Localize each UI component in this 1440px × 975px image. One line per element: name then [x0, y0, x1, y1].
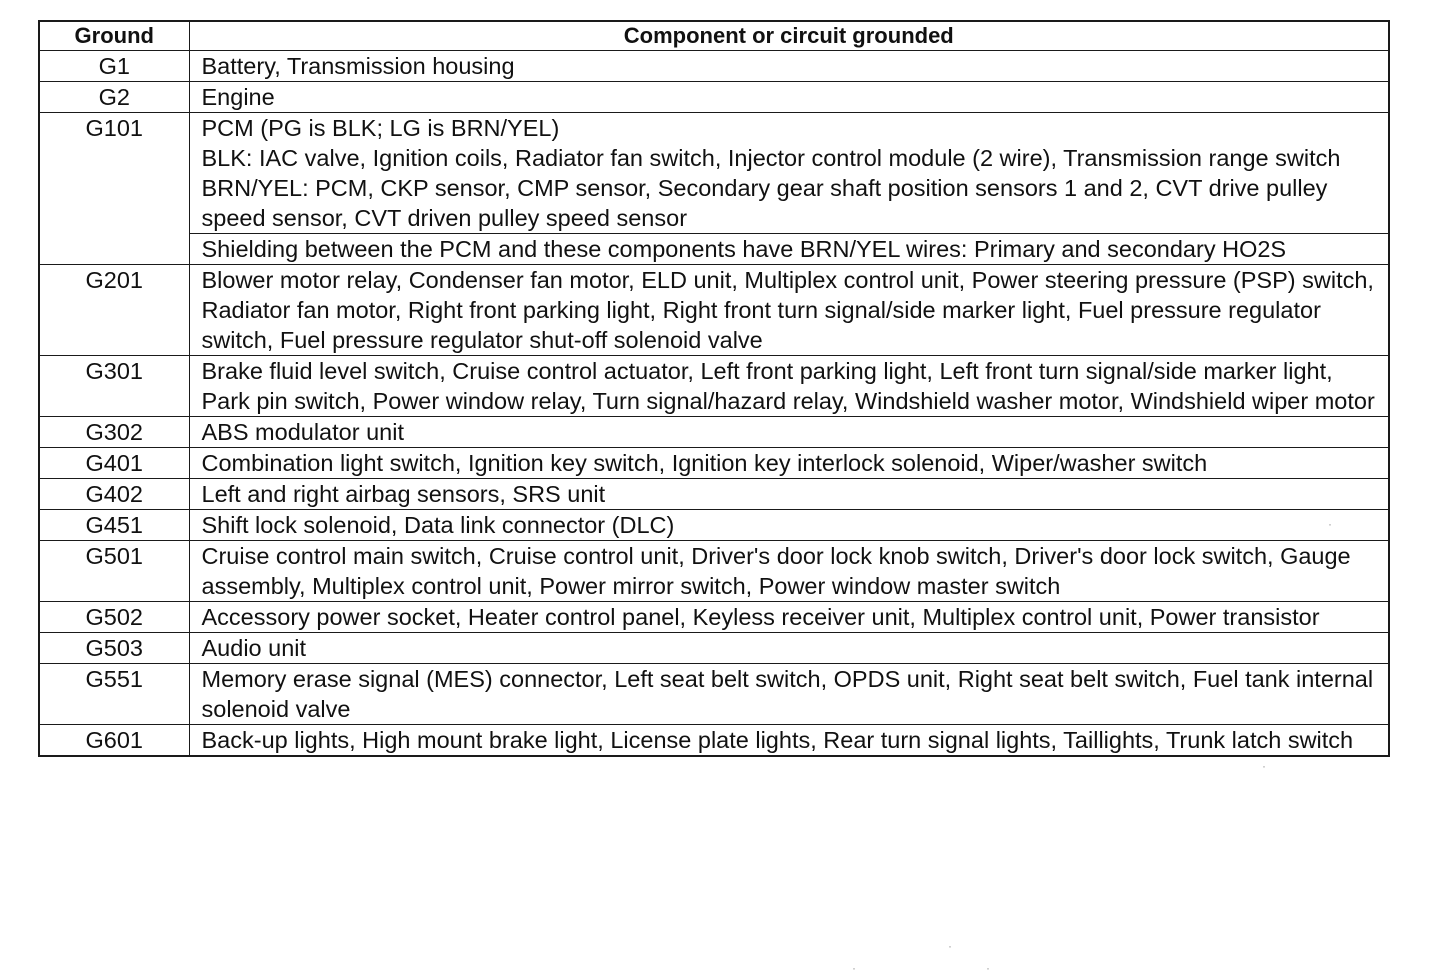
table-row: [39, 51, 1389, 82]
header-ground: Ground: [39, 21, 189, 51]
component-list-cell: [189, 541, 1389, 602]
component-line: Accessory power socket, Heater control panel, Keyless receiver unit, Multiplex control unit, Power transistor: [201, 604, 1320, 630]
table-row: [39, 265, 1389, 356]
component-list-cell: [189, 51, 1389, 82]
component-list-cell: [189, 265, 1389, 356]
component-list-cell: [189, 479, 1389, 510]
ground-id-cell: G503: [39, 633, 189, 664]
header-component: Component or circuit grounded: [189, 21, 1389, 51]
ground-id-cell: G201: [39, 265, 189, 356]
scan-speck: ·: [852, 961, 856, 975]
component-list-cell: [189, 113, 1389, 265]
table-row: [39, 664, 1389, 725]
ground-id-cell: G301: [39, 356, 189, 417]
component-line: Battery, Transmission housing: [201, 53, 515, 79]
ground-id-cell: G551: [39, 664, 189, 725]
table-row: [39, 510, 1389, 541]
component-list-cell: [189, 510, 1389, 541]
table-row: [39, 725, 1389, 757]
ground-id-cell: G101: [39, 113, 189, 265]
component-list-cell: [189, 725, 1389, 757]
scan-speck: ·: [1262, 759, 1266, 773]
ground-table: [38, 20, 1390, 757]
table-row: [39, 417, 1389, 448]
table-row: [39, 113, 1389, 265]
component-line: Shift lock solenoid, Data link connector (DLC): [201, 512, 675, 538]
table-row: [39, 82, 1389, 113]
component-line: PCM (PG is BLK; LG is BRN/YEL): [201, 115, 560, 141]
component-line: Cruise control main switch, Cruise control unit, Driver's door lock knob switch, Driver's door lock switch, Gauge assembly, Multiplex control unit, Power mirror switch, Power window master switch: [201, 543, 1351, 599]
component-line: BLK: IAC valve, Ignition coils, Radiator fan switch, Injector control module (2 wire), Transmission range switch: [201, 145, 1341, 171]
table-row: [39, 602, 1389, 633]
table-row: [39, 541, 1389, 602]
table-row: [39, 448, 1389, 479]
ground-id-cell: G401: [39, 448, 189, 479]
component-list-cell: [189, 633, 1389, 664]
header-row: [39, 21, 1389, 51]
component-list-cell: [189, 448, 1389, 479]
table-row: [39, 479, 1389, 510]
table-row: [39, 633, 1389, 664]
component-list-cell: [189, 82, 1389, 113]
ground-id-cell: G501: [39, 541, 189, 602]
ground-id-cell: G502: [39, 602, 189, 633]
table-body: [39, 51, 1389, 757]
ground-id-cell: G1: [39, 51, 189, 82]
component-list-cell: [189, 356, 1389, 417]
component-list-cell: [189, 417, 1389, 448]
component-line: Blower motor relay, Condenser fan motor, ELD unit, Multiplex control unit, Power steering pressure (PSP) switch, Radiator fan motor, Right front parking light, Right front turn signal/side marker light, Fuel pressure regulator switch, Fuel pressure regulator shut-off solenoid valve: [201, 267, 1374, 353]
scan-speck: ·: [948, 939, 952, 953]
component-line: BRN/YEL: PCM, CKP sensor, CMP sensor, Secondary gear shaft position sensors 1 and 2, CVT drive pulley speed sensor, CVT driven pulley speed sensor: [201, 175, 1328, 231]
table-row: [39, 356, 1389, 417]
component-line: Combination light switch, Ignition key switch, Ignition key interlock solenoid, Wiper/washer switch: [201, 450, 1208, 476]
component-line: Engine: [201, 84, 275, 110]
component-line: Brake fluid level switch, Cruise control actuator, Left front parking light, Left front turn signal/side marker light, Park pin switch, Power window relay, Turn signal/hazard relay, Windshield washer motor, Windshield wiper motor: [201, 358, 1375, 414]
component-line: Shielding between the PCM and these components have BRN/YEL wires: Primary and secondary HO2S: [190, 233, 1389, 264]
scan-speck: ·: [986, 961, 990, 975]
ground-id-cell: G2: [39, 82, 189, 113]
ground-id-cell: G451: [39, 510, 189, 541]
component-line: ABS modulator unit: [201, 419, 404, 445]
component-line: Memory erase signal (MES) connector, Left seat belt switch, OPDS unit, Right seat belt switch, Fuel tank internal solenoid valve: [201, 666, 1374, 722]
ground-id-cell: G402: [39, 479, 189, 510]
scan-speck: ·: [1328, 517, 1332, 531]
component-list-cell: [189, 602, 1389, 633]
component-line: Back-up lights, High mount brake light, License plate lights, Rear turn signal lights, Taillights, Trunk latch switch: [201, 727, 1354, 753]
component-list-cell: [189, 664, 1389, 725]
ground-id-cell: G302: [39, 417, 189, 448]
ground-id-cell: G601: [39, 725, 189, 757]
component-line: Audio unit: [201, 635, 307, 661]
component-line: Left and right airbag sensors, SRS unit: [201, 481, 606, 507]
